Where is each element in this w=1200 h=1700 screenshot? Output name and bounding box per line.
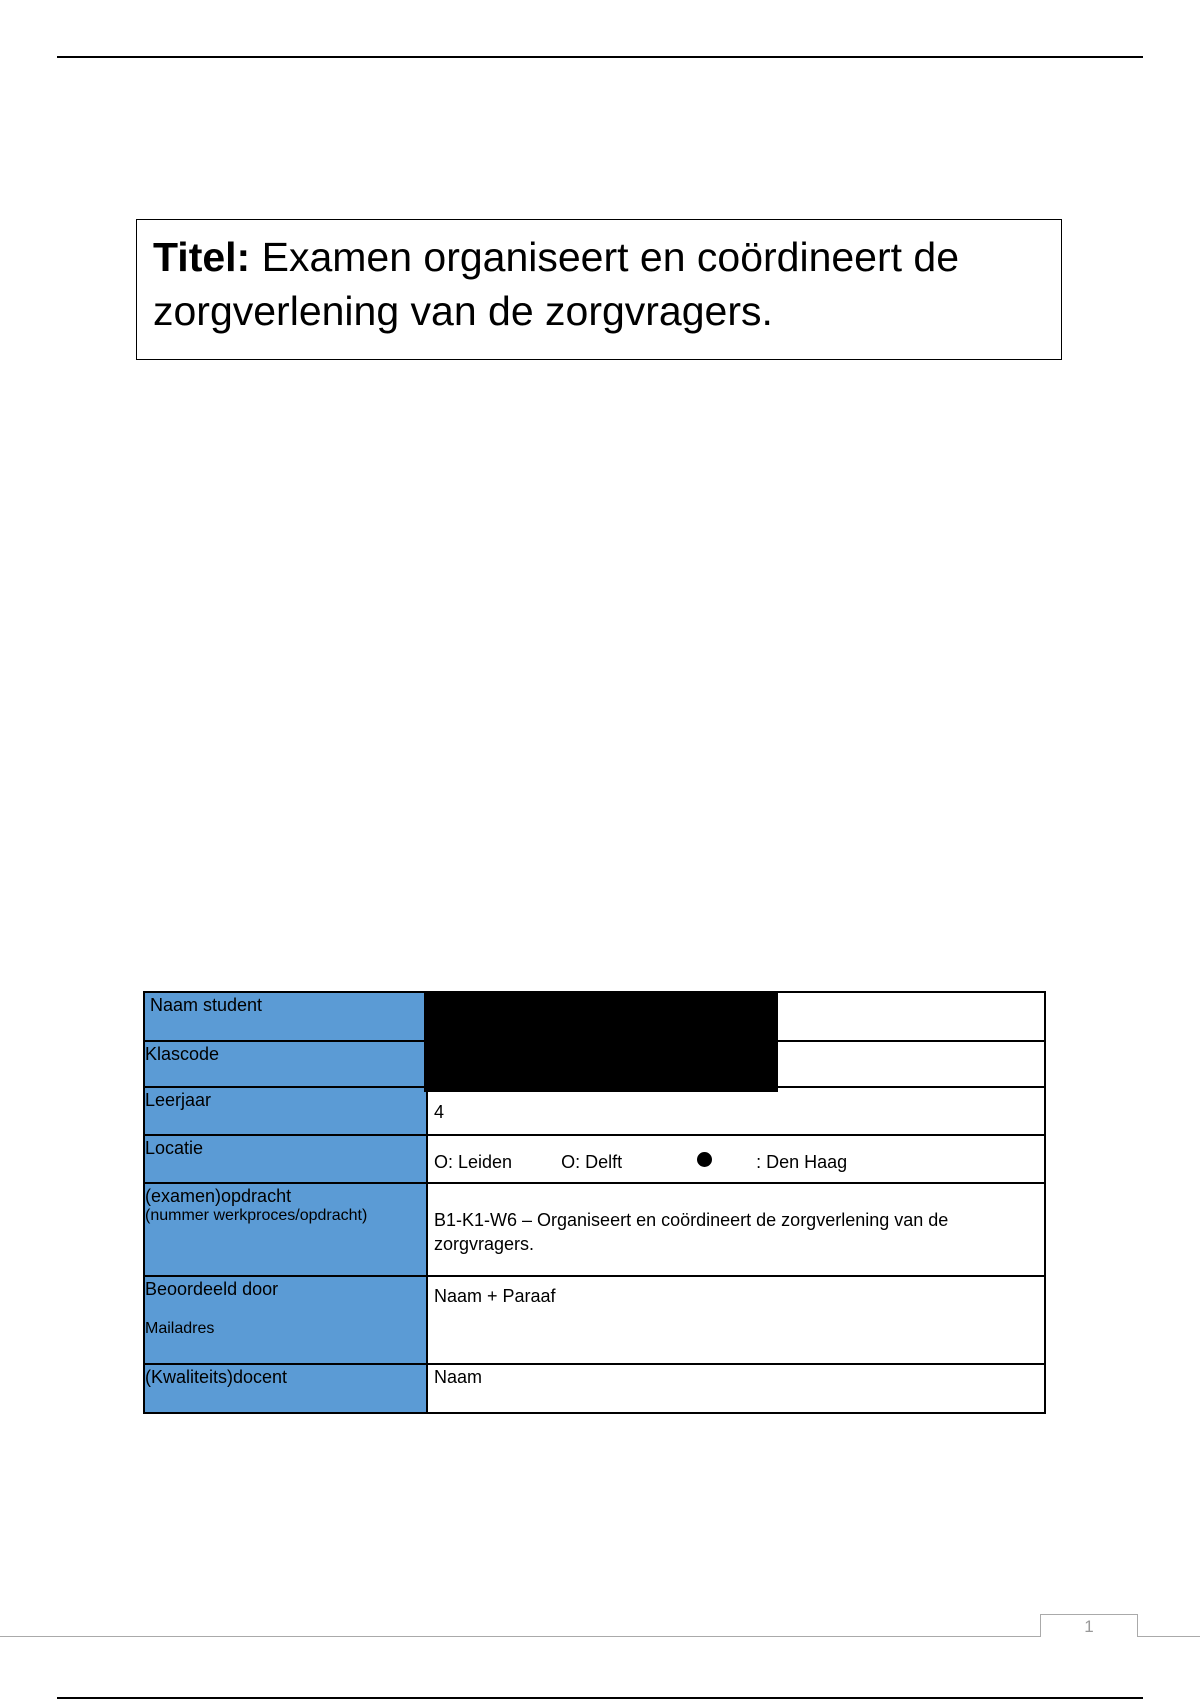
opdracht-value-cell	[427, 1183, 1045, 1276]
beoordeeld-value-cell	[427, 1276, 1045, 1364]
leerjaar-value-cell	[427, 1087, 1045, 1135]
header-rule	[57, 56, 1143, 58]
page-number: 1	[1084, 1617, 1094, 1636]
leerjaar-label-cell	[144, 1087, 427, 1135]
leerjaar-label: Leerjaar	[145, 1090, 212, 1110]
opdracht-sublabel: (nummer werkproces/opdracht)	[145, 1207, 368, 1224]
naam-student-label-cell	[144, 992, 427, 1041]
page-number-tab	[1040, 1614, 1138, 1637]
docent-value-cell	[427, 1364, 1045, 1413]
beoordeeld-value: Naam + Paraaf	[434, 1286, 556, 1306]
mailadres-label: Mailadres	[145, 1320, 215, 1337]
row-beoordeeld	[144, 1276, 1045, 1364]
title-label: Titel:	[153, 234, 251, 280]
leerjaar-value: 4	[434, 1102, 445, 1122]
opdracht-value: B1-K1-W6 – Organiseert en coördineert de zorgverlening van de zorgvragers.	[434, 1210, 949, 1254]
locatie-option-delft[interactable]: O: Delft	[561, 1152, 623, 1172]
locatie-options	[434, 1152, 847, 1173]
locatie-option-leiden[interactable]: O: Leiden	[434, 1152, 513, 1172]
klascode-label: Klascode	[145, 1044, 220, 1064]
selected-radio-icon	[697, 1152, 712, 1167]
beoordeeld-label: Beoordeeld door	[145, 1279, 279, 1299]
locatie-value-cell	[427, 1135, 1045, 1183]
klascode-label-cell	[144, 1041, 427, 1087]
row-leerjaar	[144, 1087, 1045, 1135]
title-text: Examen organiseert en coördineert de zorgverlening van de zorgvragers.	[153, 234, 960, 334]
locatie-label-cell	[144, 1135, 427, 1183]
row-docent	[144, 1364, 1045, 1413]
bottom-rule	[57, 1697, 1143, 1699]
docent-label: (Kwaliteits)docent	[145, 1367, 288, 1387]
redaction-block	[424, 991, 778, 1092]
beoordeeld-label-cell	[144, 1276, 427, 1364]
naam-student-label: Naam student	[150, 995, 263, 1015]
locatie-label: Locatie	[145, 1138, 204, 1158]
docent-label-cell	[144, 1364, 427, 1413]
footer-rule	[0, 1636, 1200, 1637]
locatie-option-den-haag[interactable]: : Den Haag	[756, 1152, 848, 1172]
docent-value: Naam	[434, 1367, 483, 1387]
opdracht-label-cell	[144, 1183, 427, 1276]
row-opdracht	[144, 1183, 1045, 1276]
opdracht-label: (examen)opdracht	[145, 1186, 292, 1206]
row-locatie	[144, 1135, 1045, 1183]
title-box	[136, 219, 1062, 360]
